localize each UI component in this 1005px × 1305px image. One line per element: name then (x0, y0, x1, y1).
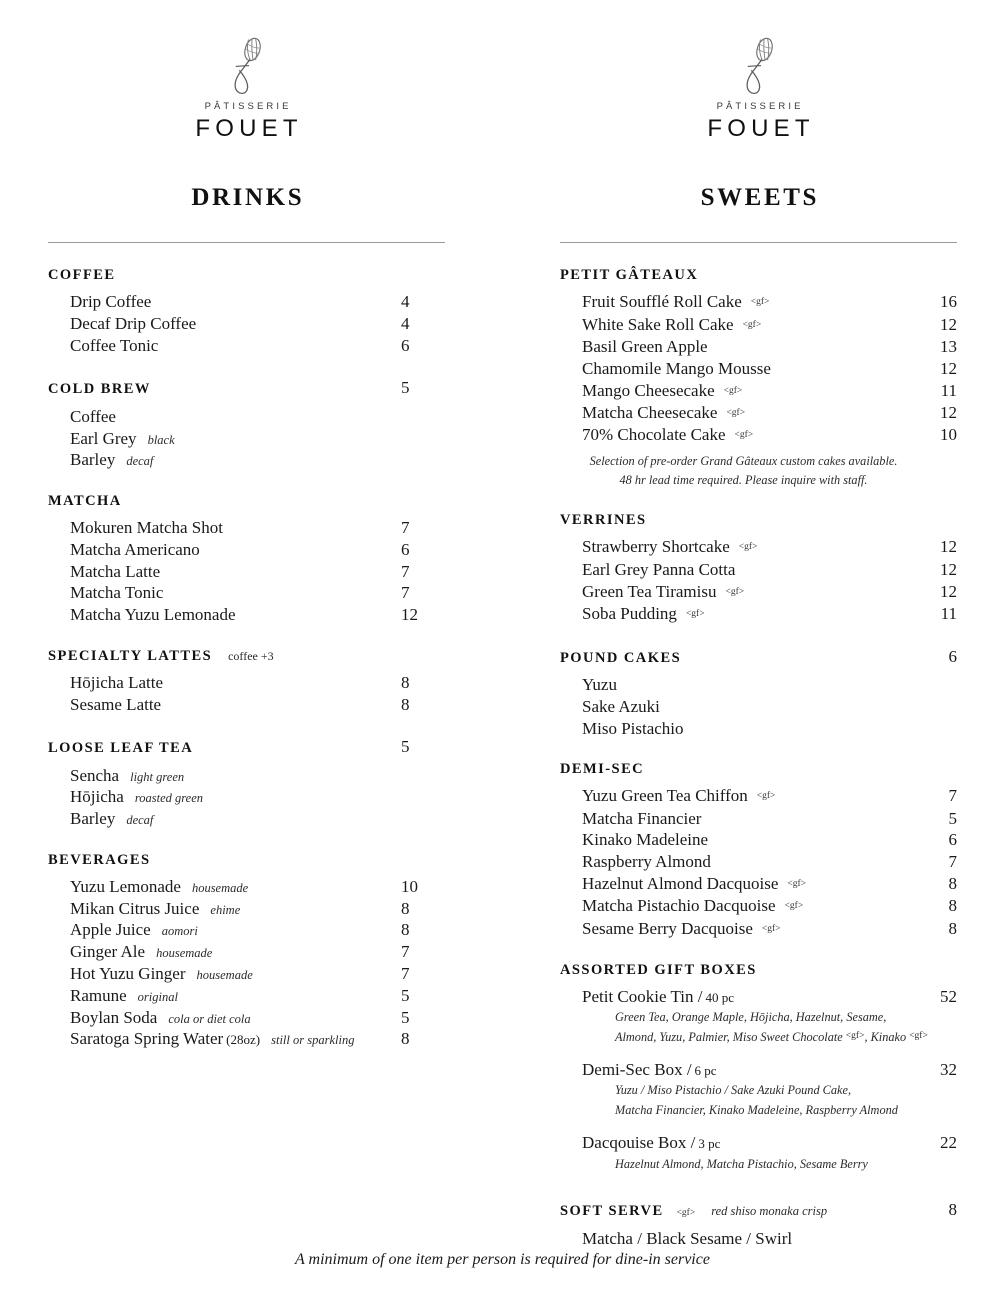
menu-item[interactable] (582, 291, 957, 313)
menu-item[interactable] (582, 313, 957, 335)
item-name: Coffee (70, 406, 116, 426)
menu-item[interactable] (582, 986, 957, 1008)
section-title: POUND CAKES (560, 649, 682, 666)
item-quantity: (28oz) (226, 1032, 261, 1048)
section-items (560, 536, 957, 625)
item-name: Sesame Berry Dacquoise (582, 918, 753, 938)
menu-item[interactable] (70, 963, 445, 985)
gluten-free-marker: <gf> (734, 430, 754, 441)
menu-item[interactable] (582, 695, 957, 717)
item-price: 11 (940, 603, 957, 623)
menu-item[interactable] (70, 1006, 445, 1028)
item-name: Barley (70, 450, 116, 470)
menu-item[interactable] (582, 851, 957, 873)
item-name: Demi-Sec Box / (582, 1060, 692, 1080)
item-name: Sencha (70, 765, 120, 785)
section-title: LOOSE LEAF TEA (48, 740, 194, 757)
brand-header-sweets (560, 36, 957, 143)
item-name: Fruit Soufflé Roll Cake (582, 292, 742, 312)
item-price: 7 (948, 852, 957, 872)
menu-item[interactable] (582, 357, 957, 379)
section-header (560, 512, 957, 529)
item-name: White Sake Roll Cake (582, 314, 734, 334)
item-name: Matcha Financier (582, 808, 702, 828)
section-title: DEMI-SEC (560, 761, 645, 778)
item-name: Dacqouise Box / (582, 1133, 696, 1153)
drinks-title: DRINKS (191, 184, 305, 211)
note-line: Selection of pre-order Grand Gâteaux custom cakes available. (589, 453, 898, 468)
section-items (48, 405, 445, 470)
menu-item[interactable] (582, 424, 957, 446)
section-title: COLD BREW (48, 381, 151, 398)
item-price: 8 (948, 874, 957, 894)
item-description: housemade (196, 968, 253, 983)
section-specialty-lattes (48, 648, 445, 716)
item-description: housemade (191, 880, 249, 895)
box-desc-line: Matcha Financier, Kinako Madeleine, Raspberry Almond (615, 1103, 898, 1118)
section-price: 8 (948, 1200, 957, 1220)
menu-item[interactable] (70, 291, 445, 313)
item-description: housemade (156, 946, 213, 961)
menu-item[interactable] (70, 693, 445, 715)
whisk-icon (227, 36, 267, 98)
menu-item[interactable] (582, 717, 957, 739)
item-name: Ginger Ale (70, 942, 146, 962)
menu-item[interactable] (70, 941, 445, 963)
section-title: PETIT GÂTEAUX (560, 267, 699, 283)
section-loose-leaf-tea (48, 737, 445, 829)
section-demi-sec (560, 761, 957, 939)
item-name: Kinako Madeleine (582, 830, 709, 850)
gluten-free-marker: <gf> (723, 385, 743, 396)
box-desc-line: Hazelnut Almond, Matcha Pistachio, Sesame Berry (615, 1156, 868, 1171)
section-items (560, 785, 957, 939)
section-items (560, 1227, 957, 1249)
item-name: Barley (70, 809, 116, 829)
brand-subtitle: PÂTISSERIE (204, 101, 292, 112)
item-price: 8 (948, 896, 957, 916)
box-desc-line (615, 1028, 957, 1048)
section-items (48, 517, 445, 626)
drinks-divider (48, 242, 445, 243)
item-name: Strawberry Shortcake (582, 537, 730, 557)
item-price: 7 (401, 942, 410, 962)
menu-item[interactable] (70, 984, 445, 1006)
section-petit-gateaux (560, 267, 957, 490)
section-price: 6 (948, 646, 957, 666)
item-price: 6 (401, 539, 410, 559)
item-description: ehime (210, 902, 241, 917)
item-price: 8 (401, 898, 410, 918)
item-name: Apple Juice (70, 920, 151, 940)
item-name: Yuzu (582, 675, 617, 695)
gluten-free-marker: <gf> (742, 319, 762, 330)
menu-item[interactable] (70, 449, 445, 471)
item-price: 8 (401, 1029, 410, 1049)
item-name: Earl Grey (70, 428, 137, 448)
item-name: Green Tea Tiramisu (582, 581, 717, 601)
menu-item[interactable] (70, 1028, 445, 1050)
gluten-free-marker: <gf> (756, 791, 776, 802)
item-price: 5 (401, 985, 410, 1005)
item-price: 16 (940, 292, 957, 312)
menu-item[interactable] (582, 674, 957, 696)
section-items (48, 764, 445, 829)
item-price: 12 (940, 314, 957, 334)
section-verrines (560, 512, 957, 625)
item-name: Yuzu Lemonade (70, 876, 181, 896)
section-title: ASSORTED GIFT BOXES (560, 961, 757, 978)
section-price: 5 (401, 737, 410, 757)
menu-item[interactable] (582, 580, 957, 602)
menu-item[interactable] (70, 919, 445, 941)
gluten-free-marker: <gf> (750, 297, 770, 308)
menu-item[interactable] (582, 1059, 957, 1081)
item-price: 12 (940, 581, 957, 601)
section-header (560, 647, 957, 667)
box-description (582, 1008, 957, 1047)
item-price: 6 (401, 335, 410, 355)
menu-item[interactable] (582, 829, 957, 851)
gluten-free-marker: <gf> (784, 901, 804, 912)
section-header (48, 852, 445, 869)
item-price: 52 (940, 986, 957, 1006)
section-matcha (48, 493, 445, 626)
item-description: black (147, 432, 175, 447)
section-header (560, 962, 957, 979)
section-items (48, 876, 445, 1050)
item-quantity: 40 pc (705, 989, 734, 1005)
section-pound-cakes (560, 647, 957, 739)
item-description: original (137, 989, 178, 1004)
menu-item[interactable] (70, 897, 445, 919)
section-soft-serve (560, 1200, 957, 1249)
section-assorted-gift-boxes (560, 962, 957, 1175)
item-name: Mokuren Matcha Shot (70, 518, 223, 538)
section-title: SOFT SERVE (560, 1203, 664, 1220)
brand-subtitle: PÂTISSERIE (716, 101, 804, 112)
menu-item[interactable] (70, 582, 445, 604)
item-name: Boylan Soda (70, 1007, 158, 1027)
item-description: light green (130, 769, 185, 784)
item-quantity: 6 pc (694, 1063, 717, 1079)
sweets-column (502, 0, 1004, 1249)
section-title: MATCHA (48, 492, 122, 509)
menu-item[interactable] (70, 764, 445, 786)
gluten-free-marker: <gf> (761, 923, 781, 934)
box-desc-text: , Kinako (864, 1029, 910, 1044)
menu-item[interactable] (70, 335, 445, 357)
item-name: Mango Cheesecake (582, 380, 715, 400)
section-items (560, 674, 957, 739)
section-note: coffee +3 (228, 648, 274, 663)
box-description (582, 1081, 957, 1120)
whisk-icon (739, 36, 779, 98)
gluten-free-marker: <gf> (685, 608, 705, 619)
drinks-column (0, 0, 502, 1249)
item-description: roasted green (134, 791, 203, 806)
item-name: Matcha / Black Sesame / Swirl (582, 1228, 793, 1248)
item-description: cola or diet cola (168, 1011, 251, 1026)
item-name: Matcha Americano (70, 539, 200, 559)
menu-item[interactable] (582, 558, 957, 580)
item-name: Soba Pudding (582, 603, 677, 623)
item-name: Matcha Cheesecake (582, 402, 718, 422)
item-price: 13 (940, 336, 957, 356)
menu-item[interactable] (70, 313, 445, 335)
item-price: 4 (401, 314, 410, 334)
menu-item[interactable] (582, 785, 957, 807)
menu-item[interactable] (70, 672, 445, 694)
item-price: 6 (948, 830, 957, 850)
petit-gateaux-note (560, 452, 957, 490)
item-price: 10 (940, 425, 957, 445)
item-name: Saratoga Spring Water (70, 1029, 224, 1049)
menu-item[interactable] (582, 917, 957, 939)
menu-item[interactable] (70, 538, 445, 560)
item-name: Chamomile Mango Mousse (582, 358, 771, 378)
item-description: decaf (126, 454, 154, 469)
menu-item[interactable] (582, 379, 957, 401)
brand-name: FOUET (707, 115, 815, 142)
menu-item[interactable] (70, 808, 445, 830)
item-name: Mikan Citrus Juice (70, 898, 200, 918)
item-name: Miso Pistachio (582, 718, 684, 738)
section-coffee (48, 267, 445, 356)
section-header (48, 493, 445, 510)
menu-item[interactable] (70, 604, 445, 626)
item-name: Hot Yuzu Ginger (70, 964, 186, 984)
item-description: still or sparkling (271, 1033, 355, 1048)
item-name: Matcha Yuzu Lemonade (70, 605, 236, 625)
item-name: Sake Azuki (582, 696, 660, 716)
item-quantity: 3 pc (698, 1136, 721, 1152)
gluten-free-marker: <gf> (676, 1208, 696, 1219)
section-header (48, 737, 445, 757)
menu-item[interactable] (70, 786, 445, 808)
gluten-free-marker: <gf> (845, 1030, 865, 1041)
section-items (48, 291, 445, 356)
item-price: 7 (401, 583, 410, 603)
sweets-divider (560, 242, 957, 243)
menu-item[interactable] (582, 602, 957, 624)
item-name: Drip Coffee (70, 292, 152, 312)
item-price: 7 (948, 786, 957, 806)
menu-item[interactable] (582, 1227, 957, 1249)
section-cold-brew (48, 378, 445, 470)
brand-header-drinks (48, 36, 445, 143)
box-desc-line: Yuzu / Miso Pistachio / Sake Azuki Pound Cake, (615, 1083, 852, 1098)
item-price: 11 (940, 380, 957, 400)
section-items (48, 672, 445, 716)
item-name: Ramune (70, 985, 127, 1005)
item-name: Basil Green Apple (582, 336, 708, 356)
section-title: COFFEE (48, 267, 116, 283)
menu-item[interactable] (582, 401, 957, 423)
item-price: 10 (401, 876, 418, 896)
section-beverages (48, 852, 445, 1050)
item-price: 7 (401, 518, 410, 538)
note-line: 48 hr lead time required. Please inquire with staff. (619, 473, 868, 488)
item-price: 7 (401, 964, 410, 984)
item-name: Raspberry Almond (582, 852, 711, 872)
item-name: Earl Grey Panna Cotta (582, 559, 736, 579)
gluten-free-marker: <gf> (738, 542, 758, 553)
item-name: Matcha Pistachio Dacquoise (582, 896, 776, 916)
gluten-free-marker: <gf> (909, 1030, 928, 1041)
footer-note: A minimum of one item per person is required for dine-in service (295, 1251, 710, 1268)
item-price: 8 (401, 672, 410, 692)
menu-item[interactable] (70, 560, 445, 582)
item-price: 8 (401, 694, 410, 714)
menu-item[interactable] (582, 807, 957, 829)
section-title: BEVERAGES (48, 851, 151, 868)
item-price: 12 (940, 402, 957, 422)
section-header (48, 648, 445, 665)
section-title: VERRINES (560, 512, 647, 529)
menu-item[interactable] (582, 895, 957, 917)
item-name: Hazelnut Almond Dacquoise (582, 874, 779, 894)
item-name: 70% Chocolate Cake (582, 425, 726, 445)
gluten-free-marker: <gf> (726, 407, 746, 418)
brand-name: FOUET (195, 115, 303, 142)
box-desc-line: Green Tea, Orange Maple, Hōjicha, Hazelnut, Sesame, (615, 1010, 887, 1025)
section-header (560, 267, 957, 284)
item-price: 12 (940, 559, 957, 579)
item-price: 32 (940, 1060, 957, 1080)
sweets-title: SWEETS (700, 184, 820, 211)
drinks-sections (48, 267, 445, 1050)
section-note: red shiso monaka crisp (711, 1204, 828, 1219)
menu-item[interactable] (582, 336, 957, 358)
box-desc-text: Almond, Yuzu, Palmier, Miso Sweet Chocolate (615, 1029, 846, 1044)
item-name: Matcha Tonic (70, 583, 164, 603)
menu-item[interactable] (70, 405, 445, 427)
menu-item[interactable] (582, 1132, 957, 1154)
menu-item[interactable] (70, 517, 445, 539)
item-name: Hōjicha (70, 787, 124, 807)
item-price: 12 (940, 537, 957, 557)
section-header (560, 1200, 957, 1220)
item-price: 7 (401, 561, 410, 581)
item-price: 22 (940, 1133, 957, 1153)
item-price: 12 (940, 358, 957, 378)
item-name: Coffee Tonic (70, 335, 159, 355)
item-price: 8 (401, 920, 410, 940)
section-title: SPECIALTY LATTES (48, 647, 213, 664)
item-description: decaf (126, 813, 154, 828)
item-name: Matcha Latte (70, 561, 161, 581)
gluten-free-marker: <gf> (725, 586, 745, 597)
menu-item[interactable] (582, 536, 957, 558)
section-price: 5 (401, 378, 410, 398)
item-price: 12 (401, 605, 418, 625)
item-name: Petit Cookie Tin / (582, 986, 703, 1006)
gluten-free-marker: <gf> (787, 879, 807, 890)
item-name: Decaf Drip Coffee (70, 314, 197, 334)
menu-item[interactable] (582, 873, 957, 895)
menu-item[interactable] (70, 876, 445, 898)
item-price: 8 (948, 918, 957, 938)
item-name: Yuzu Green Tea Chiffon (582, 786, 748, 806)
item-price: 5 (401, 1007, 410, 1027)
section-header (48, 378, 445, 398)
item-price: 4 (401, 292, 410, 312)
section-items (560, 986, 957, 1175)
section-header (560, 761, 957, 778)
section-items (560, 291, 957, 446)
section-header (48, 267, 445, 284)
box-description (582, 1155, 957, 1175)
menu-item[interactable] (70, 427, 445, 449)
item-price: 5 (948, 808, 957, 828)
sweets-sections (560, 267, 957, 1249)
item-name: Sesame Latte (70, 694, 162, 714)
item-name: Hōjicha Latte (70, 672, 163, 692)
item-description: aomori (161, 924, 198, 939)
